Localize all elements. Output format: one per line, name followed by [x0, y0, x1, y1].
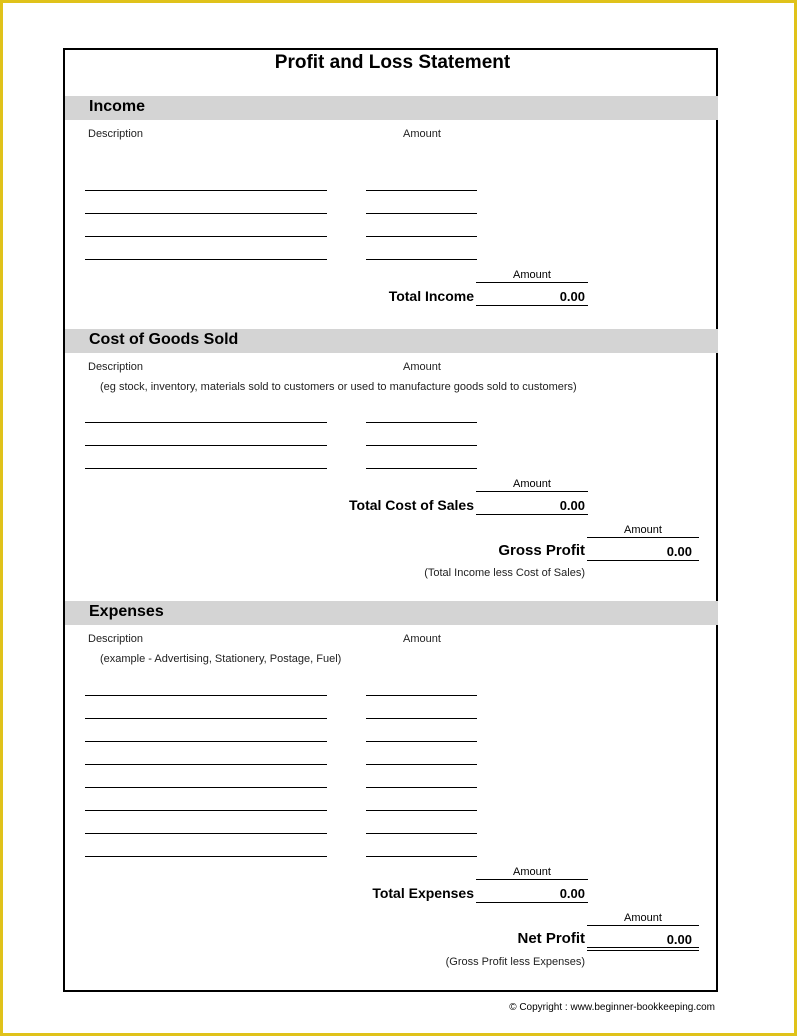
- expenses-heading: Expenses: [89, 603, 164, 620]
- income-amount-label: Amount: [403, 128, 441, 140]
- expense-description-field[interactable]: [85, 695, 327, 696]
- cogs-amount-field[interactable]: [366, 445, 477, 446]
- income-description-field[interactable]: [85, 236, 327, 237]
- total-income-value: 0.00: [559, 289, 585, 304]
- divider: [476, 491, 588, 492]
- expenses-total-amount-label: Amount: [513, 866, 551, 878]
- expense-description-field[interactable]: [85, 856, 327, 857]
- expense-amount-field[interactable]: [366, 856, 477, 857]
- net-profit-value: 0.00: [666, 932, 692, 947]
- income-description-field[interactable]: [85, 213, 327, 214]
- total-cost-of-sales-label: Total Cost of Sales: [349, 497, 474, 513]
- net-profit-label: Net Profit: [517, 930, 585, 947]
- expenses-description-label: Description: [88, 633, 144, 645]
- divider: [587, 560, 699, 561]
- cogs-description-field[interactable]: [85, 445, 327, 446]
- expense-description-field[interactable]: [85, 787, 327, 788]
- expense-amount-field[interactable]: [366, 718, 477, 719]
- expense-description-field[interactable]: [85, 718, 327, 719]
- income-description-label: Description: [88, 128, 144, 140]
- expense-description-field[interactable]: [85, 810, 327, 811]
- expenses-section-header: [65, 601, 718, 625]
- divider: [476, 902, 588, 903]
- cogs-amount-field[interactable]: [366, 468, 477, 469]
- expense-amount-field[interactable]: [366, 764, 477, 765]
- expense-amount-field[interactable]: [366, 695, 477, 696]
- income-amount-field[interactable]: [366, 213, 477, 214]
- total-income-label: Total Income: [388, 288, 474, 304]
- income-amount-field[interactable]: [366, 190, 477, 191]
- cogs-amount-label: Amount: [403, 361, 441, 373]
- net-profit-note: (Gross Profit less Expenses): [445, 956, 585, 968]
- divider: [476, 305, 588, 306]
- expense-amount-field[interactable]: [366, 787, 477, 788]
- expenses-amount-label: Amount: [403, 633, 441, 645]
- cogs-description-field[interactable]: [85, 468, 327, 469]
- divider: [476, 282, 588, 283]
- expense-description-field[interactable]: [85, 833, 327, 834]
- cogs-hint: (eg stock, inventory, materials sold to customers or used to manufacture goods sold to customers): [100, 381, 577, 393]
- expense-description-field[interactable]: [85, 741, 327, 742]
- income-total-amount-label: Amount: [513, 269, 551, 281]
- income-heading: Income: [89, 98, 146, 115]
- income-description-field[interactable]: [85, 259, 327, 260]
- gross-profit-amount-label: Amount: [624, 524, 662, 536]
- cogs-total-amount-label: Amount: [513, 478, 551, 490]
- gross-profit-label: Gross Profit: [498, 542, 585, 559]
- total-expenses-label: Total Expenses: [372, 885, 474, 901]
- expense-amount-field[interactable]: [366, 833, 477, 834]
- double-underline: [587, 947, 699, 951]
- income-amount-field[interactable]: [366, 259, 477, 260]
- divider: [476, 514, 588, 515]
- statement-sheet: [63, 48, 718, 992]
- document-title: Profit and Loss Statement: [274, 52, 511, 73]
- gross-profit-note: (Total Income less Cost of Sales): [424, 567, 585, 579]
- expense-amount-field[interactable]: [366, 741, 477, 742]
- copyright-notice: © Copyright : www.beginner-bookkeeping.com: [509, 1002, 715, 1013]
- expense-description-field[interactable]: [85, 764, 327, 765]
- expense-amount-field[interactable]: [366, 810, 477, 811]
- income-amount-field[interactable]: [366, 236, 477, 237]
- cogs-description-field[interactable]: [85, 422, 327, 423]
- gross-profit-value: 0.00: [666, 544, 692, 559]
- total-expenses-value: 0.00: [559, 886, 585, 901]
- cogs-description-label: Description: [88, 361, 144, 373]
- cogs-heading: Cost of Goods Sold: [89, 331, 239, 348]
- income-description-field[interactable]: [85, 190, 327, 191]
- net-profit-amount-label: Amount: [624, 912, 662, 924]
- expenses-hint: (example - Advertising, Stationery, Postage, Fuel): [100, 653, 342, 665]
- divider: [476, 879, 588, 880]
- cogs-section-header: [65, 329, 718, 353]
- divider: [587, 925, 699, 926]
- divider: [587, 537, 699, 538]
- income-section-header: [65, 96, 718, 120]
- cogs-amount-field[interactable]: [366, 422, 477, 423]
- total-cost-of-sales-value: 0.00: [559, 498, 585, 513]
